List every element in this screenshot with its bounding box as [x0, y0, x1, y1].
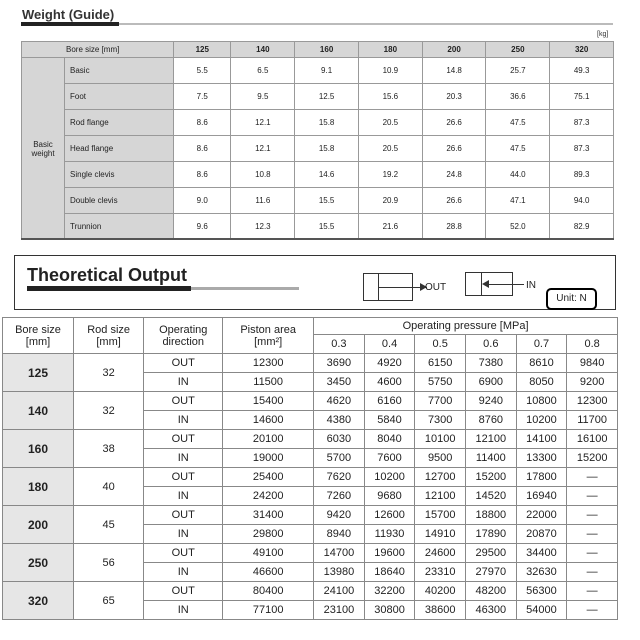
output-value: 9240 [466, 392, 517, 411]
output-header-row-1 [3, 318, 618, 335]
arrow-left-icon [482, 280, 489, 288]
direction-cell: OUT [144, 506, 223, 525]
weight-value: 15.8 [295, 110, 359, 136]
weight-table [21, 41, 614, 240]
pressure-col-header: 0.3 [314, 335, 365, 354]
rod-size-label: Rod size [87, 323, 130, 336]
direction-cell: IN [144, 373, 223, 392]
weight-value: 52.0 [486, 214, 550, 240]
output-row-out [3, 582, 618, 601]
weight-value: 20.3 [422, 84, 486, 110]
weight-value: 82.9 [550, 214, 614, 240]
bore-size-cell: 320 [3, 582, 74, 620]
output-value: 8050 [516, 373, 567, 392]
mounting-type: Foot [65, 84, 174, 110]
output-value: 7700 [415, 392, 466, 411]
output-row-out [3, 430, 618, 449]
weight-row [22, 188, 614, 214]
bore-size-header: Bore size [mm] [22, 42, 174, 58]
output-value: 34400 [516, 544, 567, 563]
rod-size-cell: 38 [74, 430, 144, 468]
weight-value: 47.5 [486, 110, 550, 136]
weight-value: 26.6 [422, 188, 486, 214]
pressure-group-header: Operating pressure [MPa] [314, 318, 618, 335]
direction-cell: IN [144, 449, 223, 468]
rod-size-cell: 45 [74, 506, 144, 544]
piston-area-cell: 49100 [223, 544, 314, 563]
output-value: 9840 [567, 354, 618, 373]
output-value: 19600 [364, 544, 415, 563]
output-value: — [567, 563, 618, 582]
output-value: 23310 [415, 563, 466, 582]
direction-cell: OUT [144, 392, 223, 411]
rod-size-col-header [74, 318, 144, 354]
output-row-out [3, 392, 618, 411]
output-underline-dark [27, 286, 191, 291]
output-value: — [567, 544, 618, 563]
weight-section-title: Weight (Guide) [22, 7, 115, 22]
bore-col-header: 125 [174, 42, 231, 58]
weight-value: 20.5 [358, 136, 422, 162]
in-label: IN [526, 280, 536, 291]
pressure-col-header: 0.6 [466, 335, 517, 354]
basic-weight-group-label: Basic weight [22, 58, 65, 240]
piston-area-cell: 31400 [223, 506, 314, 525]
weight-value: 47.5 [486, 136, 550, 162]
bore-size-cell: 180 [3, 468, 74, 506]
output-row-out [3, 544, 618, 563]
output-value: 9200 [567, 373, 618, 392]
weight-unit-label: [kg] [597, 31, 609, 38]
output-value: 5750 [415, 373, 466, 392]
output-value: 13300 [516, 449, 567, 468]
output-value: 12600 [364, 506, 415, 525]
output-value: 22000 [516, 506, 567, 525]
bore-size-cell: 250 [3, 544, 74, 582]
output-value: 4380 [314, 411, 365, 430]
output-value: — [567, 601, 618, 620]
output-value: 23100 [314, 601, 365, 620]
weight-row [22, 136, 614, 162]
output-value: 14700 [314, 544, 365, 563]
unit-badge: Unit: N [546, 288, 597, 310]
weight-value: 15.5 [295, 214, 359, 240]
piston-area-cell: 12300 [223, 354, 314, 373]
output-value: 17800 [516, 468, 567, 487]
weight-value: 87.3 [550, 110, 614, 136]
output-table [2, 317, 618, 620]
output-value: — [567, 468, 618, 487]
output-value: 9420 [314, 506, 365, 525]
bore-col-header: 250 [486, 42, 550, 58]
output-value: 16100 [567, 430, 618, 449]
output-value: 3690 [314, 354, 365, 373]
output-value: 11930 [364, 525, 415, 544]
weight-value: 89.3 [550, 162, 614, 188]
output-value: 8760 [466, 411, 517, 430]
weight-value: 36.6 [486, 84, 550, 110]
output-row-out [3, 506, 618, 525]
weight-value: 24.8 [422, 162, 486, 188]
weight-value: 9.6 [174, 214, 231, 240]
rod-size-cell: 32 [74, 392, 144, 430]
output-value: 29500 [466, 544, 517, 563]
mounting-type: Double clevis [65, 188, 174, 214]
weight-value: 12.1 [231, 110, 295, 136]
weight-header-row [22, 42, 614, 58]
weight-value: 25.7 [486, 58, 550, 84]
output-value: 4620 [314, 392, 365, 411]
output-value: 10200 [516, 411, 567, 430]
rod-size-cell: 40 [74, 468, 144, 506]
weight-row [22, 58, 614, 84]
output-value: — [567, 582, 618, 601]
piston-area-cell: 25400 [223, 468, 314, 487]
weight-value: 14.8 [422, 58, 486, 84]
rod-in-line [488, 284, 524, 285]
output-value: 10100 [415, 430, 466, 449]
direction-cell: IN [144, 487, 223, 506]
output-value: 8940 [314, 525, 365, 544]
weight-value: 12.3 [231, 214, 295, 240]
output-value: 11400 [466, 449, 517, 468]
bore-col-header: 320 [550, 42, 614, 58]
weight-value: 6.5 [231, 58, 295, 84]
output-value: 12100 [466, 430, 517, 449]
direction-cell: OUT [144, 430, 223, 449]
direction-cell: IN [144, 563, 223, 582]
output-value: 12700 [415, 468, 466, 487]
output-value: 56300 [516, 582, 567, 601]
operating-label: Operating [159, 323, 208, 336]
weight-value: 8.6 [174, 162, 231, 188]
output-value: 14520 [466, 487, 517, 506]
output-value: 10800 [516, 392, 567, 411]
direction-cell: IN [144, 525, 223, 544]
pressure-col-header: 0.7 [516, 335, 567, 354]
piston-area-cell: 80400 [223, 582, 314, 601]
output-row-out [3, 468, 618, 487]
output-row-out [3, 354, 618, 373]
weight-value: 28.8 [422, 214, 486, 240]
piston-area-cell: 20100 [223, 430, 314, 449]
rod-size-cell: 32 [74, 354, 144, 392]
output-value: 30800 [364, 601, 415, 620]
rod-size-cell: 65 [74, 582, 144, 620]
weight-value: 8.6 [174, 136, 231, 162]
weight-value: 94.0 [550, 188, 614, 214]
weight-value: 12.1 [231, 136, 295, 162]
weight-value: 15.5 [295, 188, 359, 214]
weight-row [22, 214, 614, 240]
weight-row [22, 162, 614, 188]
weight-value: 15.8 [295, 136, 359, 162]
weight-value: 5.5 [174, 58, 231, 84]
output-value: 15200 [567, 449, 618, 468]
bore-col-header: 200 [422, 42, 486, 58]
output-value: 6900 [466, 373, 517, 392]
output-value: 11700 [567, 411, 618, 430]
piston-area-col-header [223, 318, 314, 354]
output-value: — [567, 525, 618, 544]
output-value: 9680 [364, 487, 415, 506]
mounting-type: Rod flange [65, 110, 174, 136]
direction-cell: OUT [144, 582, 223, 601]
out-label: OUT [425, 282, 447, 293]
piston-area-label: Piston area [240, 323, 296, 336]
output-value: 48200 [466, 582, 517, 601]
output-value: 38600 [415, 601, 466, 620]
output-section-title: Theoretical Output [27, 265, 188, 285]
output-underline-light [191, 287, 299, 290]
weight-value: 9.5 [231, 84, 295, 110]
output-value: 18640 [364, 563, 415, 582]
pressure-col-header: 0.8 [567, 335, 618, 354]
output-value: 46300 [466, 601, 517, 620]
bore-col-header: 160 [295, 42, 359, 58]
weight-row [22, 84, 614, 110]
weight-value: 9.1 [295, 58, 359, 84]
direction-cell: OUT [144, 544, 223, 563]
direction-cell: IN [144, 601, 223, 620]
output-value: 27970 [466, 563, 517, 582]
output-value: 7300 [415, 411, 466, 430]
output-value: 7380 [466, 354, 517, 373]
output-value: 4600 [364, 373, 415, 392]
output-value: 15200 [466, 468, 517, 487]
weight-row [22, 110, 614, 136]
direction-col-header [144, 318, 223, 354]
output-value: 12100 [415, 487, 466, 506]
weight-value: 14.6 [295, 162, 359, 188]
weight-value: 10.8 [231, 162, 295, 188]
output-value: 9500 [415, 449, 466, 468]
mounting-type: Trunnion [65, 214, 174, 240]
output-value: 15700 [415, 506, 466, 525]
bore-col-header: 180 [358, 42, 422, 58]
output-value: 10200 [364, 468, 415, 487]
bore-size-cell: 160 [3, 430, 74, 468]
piston-area-cell: 24200 [223, 487, 314, 506]
weight-value: 9.0 [174, 188, 231, 214]
output-value: 32200 [364, 582, 415, 601]
weight-value: 20.9 [358, 188, 422, 214]
output-value: 32630 [516, 563, 567, 582]
output-value: 8610 [516, 354, 567, 373]
bore-size-unit: [mm] [25, 335, 51, 348]
weight-value: 75.1 [550, 84, 614, 110]
direction-cell: OUT [144, 354, 223, 373]
output-value: 4920 [364, 354, 415, 373]
output-value: 7600 [364, 449, 415, 468]
output-value: 8040 [364, 430, 415, 449]
weight-value: 20.5 [358, 110, 422, 136]
output-value: 54000 [516, 601, 567, 620]
rod-size-cell: 56 [74, 544, 144, 582]
output-value: 40200 [415, 582, 466, 601]
output-value: 14910 [415, 525, 466, 544]
weight-table-bottom-rule [21, 238, 614, 240]
output-value: 3450 [314, 373, 365, 392]
weight-value: 26.6 [422, 110, 486, 136]
output-value: — [567, 487, 618, 506]
bore-size-col-header [3, 318, 74, 354]
output-value: 7620 [314, 468, 365, 487]
piston-area-cell: 29800 [223, 525, 314, 544]
piston-area-cell: 14600 [223, 411, 314, 430]
weight-value: 7.5 [174, 84, 231, 110]
mounting-type: Basic [65, 58, 174, 84]
mounting-type: Single clevis [65, 162, 174, 188]
output-value: 13980 [314, 563, 365, 582]
title-underline-dark [21, 22, 119, 26]
weight-value: 19.2 [358, 162, 422, 188]
piston-area-cell: 11500 [223, 373, 314, 392]
weight-value: 8.6 [174, 110, 231, 136]
weight-value: 26.6 [422, 136, 486, 162]
direction-cell: IN [144, 411, 223, 430]
output-value: — [567, 506, 618, 525]
output-value: 17890 [466, 525, 517, 544]
output-value: 5700 [314, 449, 365, 468]
output-value: 6150 [415, 354, 466, 373]
bore-size-cell: 200 [3, 506, 74, 544]
bore-size-label: Bore size [15, 323, 61, 336]
piston-area-cell: 19000 [223, 449, 314, 468]
direction-cell: OUT [144, 468, 223, 487]
pressure-col-header: 0.5 [415, 335, 466, 354]
weight-value: 47.1 [486, 188, 550, 214]
output-value: 6160 [364, 392, 415, 411]
weight-value: 21.6 [358, 214, 422, 240]
output-value: 5840 [364, 411, 415, 430]
weight-value: 44.0 [486, 162, 550, 188]
weight-value: 11.6 [231, 188, 295, 214]
weight-value: 87.3 [550, 136, 614, 162]
bore-col-header: 140 [231, 42, 295, 58]
output-value: 24600 [415, 544, 466, 563]
piston-area-cell: 15400 [223, 392, 314, 411]
bore-size-cell: 125 [3, 354, 74, 392]
output-value: 20870 [516, 525, 567, 544]
piston-area-cell: 77100 [223, 601, 314, 620]
rod-size-unit: [mm] [96, 335, 121, 348]
piston-area-cell: 46600 [223, 563, 314, 582]
output-value: 16940 [516, 487, 567, 506]
weight-value: 49.3 [550, 58, 614, 84]
output-value: 24100 [314, 582, 365, 601]
mounting-type: Head flange [65, 136, 174, 162]
bore-size-cell: 140 [3, 392, 74, 430]
output-value: 12300 [567, 392, 618, 411]
weight-value: 12.5 [295, 84, 359, 110]
weight-value: 10.9 [358, 58, 422, 84]
output-value: 7260 [314, 487, 365, 506]
pressure-col-header: 0.4 [364, 335, 415, 354]
title-underline-light [119, 23, 613, 25]
weight-value: 15.6 [358, 84, 422, 110]
output-value: 18800 [466, 506, 517, 525]
piston-area-unit: [mm²] [254, 335, 283, 348]
output-value: 14100 [516, 430, 567, 449]
output-value: 6030 [314, 430, 365, 449]
direction-label: direction [162, 335, 205, 348]
